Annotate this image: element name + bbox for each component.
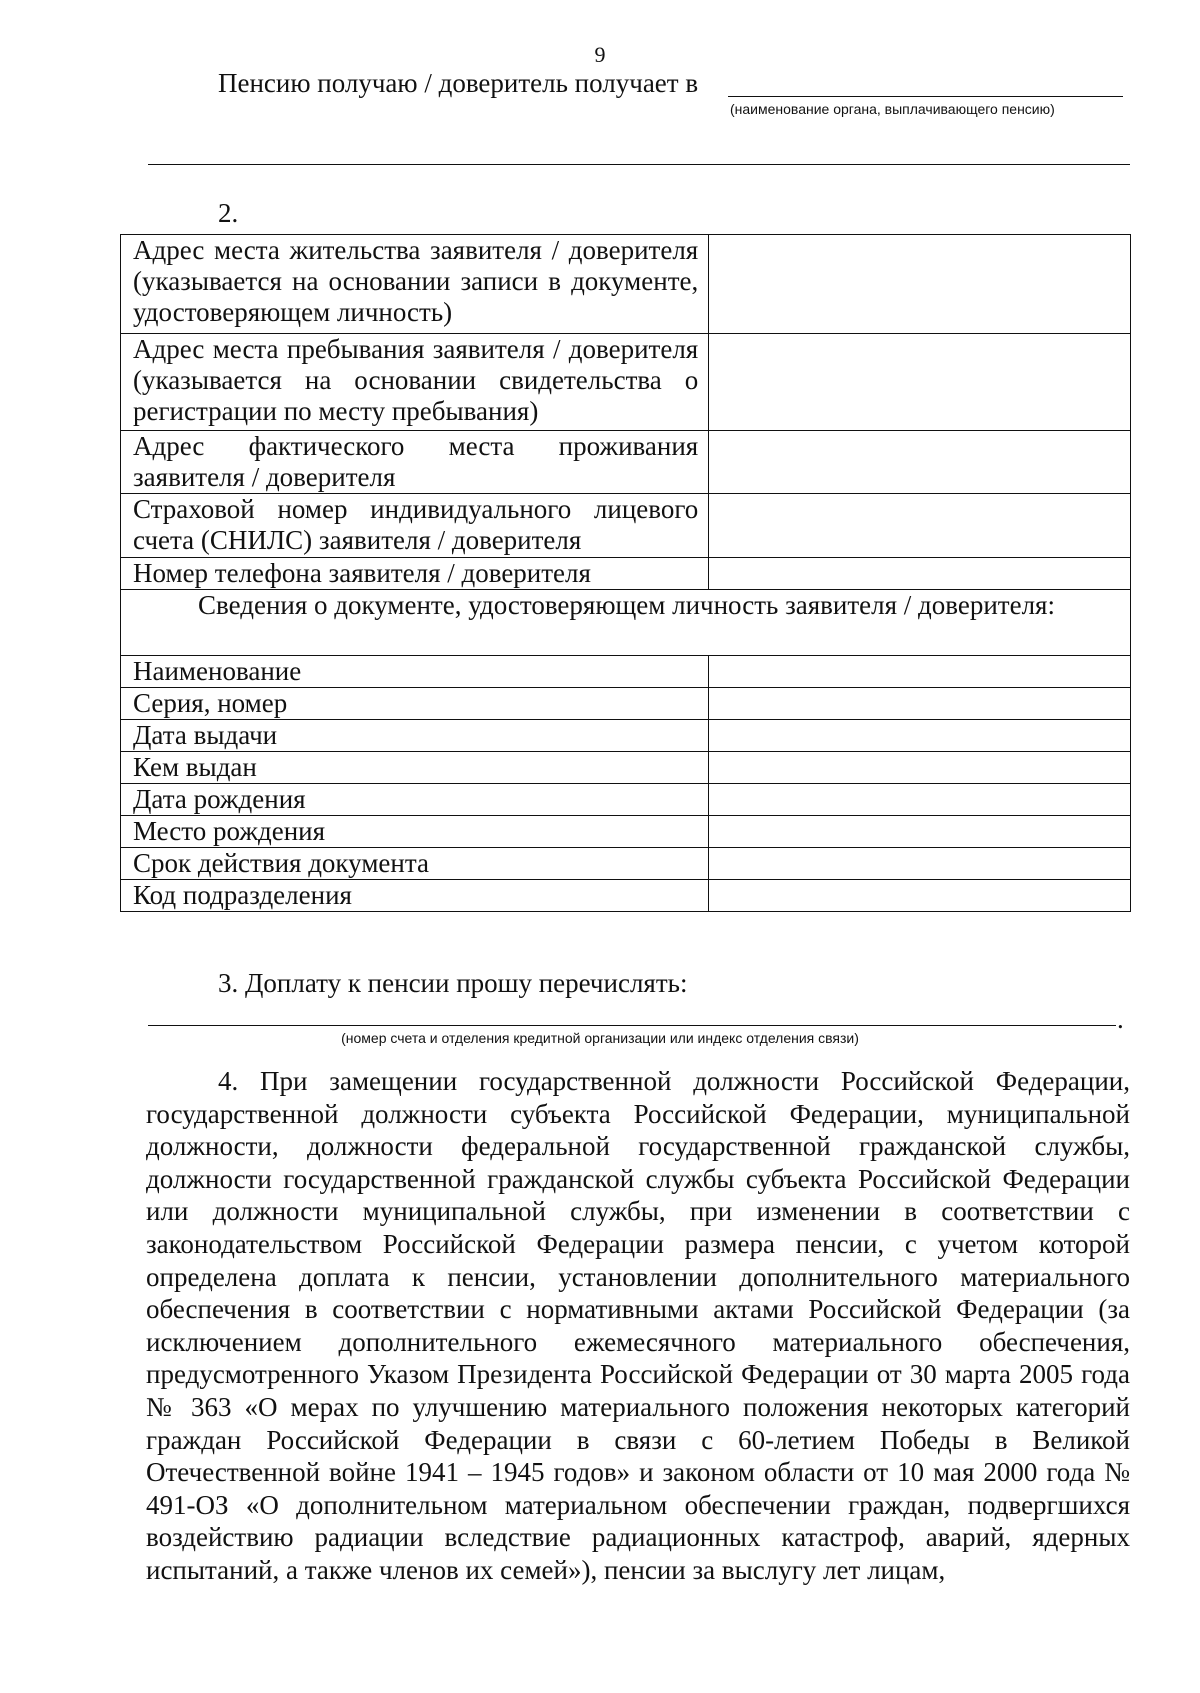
- actual-address-label: Адрес фактического места проживания заявителя / доверителя: [121, 431, 709, 494]
- table-row: [121, 590, 1131, 656]
- table-row: [121, 688, 1131, 720]
- table-row: [121, 816, 1131, 848]
- table-row: [121, 334, 1131, 431]
- snils-value[interactable]: [709, 494, 1131, 558]
- table-row: [121, 720, 1131, 752]
- table-row: [121, 752, 1131, 784]
- birth-date-label: Дата рождения: [121, 784, 709, 816]
- actual-address-value[interactable]: [709, 431, 1131, 494]
- id-validity-value[interactable]: [709, 848, 1131, 880]
- pension-organ-field-continued[interactable]: [148, 164, 1130, 165]
- table-row: [121, 558, 1131, 590]
- bank-account-caption: (номер счета и отделения кредитной организации или индекс отделения связи): [341, 1030, 859, 1046]
- page-number: 9: [594, 42, 606, 67]
- birth-place-label: Место рождения: [121, 816, 709, 848]
- birth-place-value[interactable]: [709, 816, 1131, 848]
- phone-label: Номер телефона заявителя / доверителя: [121, 558, 709, 590]
- pension-organ-field[interactable]: [728, 96, 1123, 97]
- table-row: [121, 656, 1131, 688]
- table-row: [121, 235, 1131, 334]
- applicant-info-table: [120, 234, 1131, 912]
- id-document-heading: Сведения о документе, удостоверяющем личность заявителя / доверителя:: [121, 590, 1131, 656]
- id-series-number-value[interactable]: [709, 688, 1131, 720]
- id-issued-by-value[interactable]: [709, 752, 1131, 784]
- pension-organ-caption: (наименование органа, выплачивающего пенсию): [730, 101, 1055, 117]
- bank-account-line-end: .: [1117, 1004, 1124, 1034]
- stay-address-label: Адрес места пребывания заявителя / доверителя (указывается на основании свидетельства о регистрации по месту пребывания): [121, 334, 709, 431]
- table-row: [121, 431, 1131, 494]
- table-row: [121, 848, 1131, 880]
- birth-date-value[interactable]: [709, 784, 1131, 816]
- division-code-label: Код подразделения: [121, 880, 709, 912]
- table-row: [121, 880, 1131, 912]
- pension-receiver-text: Пенсию получаю / доверитель получает в: [218, 68, 699, 98]
- table-row: [121, 494, 1131, 558]
- id-issue-date-value[interactable]: [709, 720, 1131, 752]
- id-issued-by-label: Кем выдан: [121, 752, 709, 784]
- snils-label: Страховой номер индивидуального лицевого счета (СНИЛС) заявителя / доверителя: [121, 494, 709, 558]
- section-4-paragraph: 4. При замещении государственной должности Российской Федерации, государственной должности субъекта Российской Федерации, муниципальной должности, должности федеральной государственной гражданской службы, должности государственной гражданской службы субъекта Российской Федерации или должности муниципальной службы, при изменении в соответствии с законодательством Российской Федерации размера пенсии, с учетом которой определена доплата к пенсии, установлении дополнительного материального обеспечения в соответствии с нормативными актами Российской Федерации (за исключением дополнительного ежемесячного материального обеспечения, предусмотренного Указом Президента Российской Федерации от 30 марта 2005 года № 363 «О мерах по улучшению материального положения некоторых категорий граждан Российской Федерации в связи с 60-летием Победы в Великой Отечественной войне 1941 – 1945 годов» и законом области от 10 мая 2000 года № 491-ОЗ «О дополнительном материальном обеспечении граждан, подвергшихся воздействию радиации вследствие радиационных катастроф, аварий, ядерных испытаний, а также членов их семей»), пенсии за выслугу лет лицам,: [146, 1066, 1130, 1585]
- division-code-value[interactable]: [709, 880, 1131, 912]
- id-issue-date-label: Дата выдачи: [121, 720, 709, 752]
- bank-account-field[interactable]: [148, 1025, 1116, 1026]
- residence-address-label: Адрес места жительства заявителя / доверителя (указывается на основании записи в документе, удостоверяющем личность): [121, 235, 709, 334]
- table-row: [121, 784, 1131, 816]
- id-series-number-label: Серия, номер: [121, 688, 709, 720]
- residence-address-value[interactable]: [709, 235, 1131, 334]
- id-name-value[interactable]: [709, 656, 1131, 688]
- phone-value[interactable]: [709, 558, 1131, 590]
- id-validity-label: Срок действия документа: [121, 848, 709, 880]
- stay-address-value[interactable]: [709, 334, 1131, 431]
- section-3-text: 3. Доплату к пенсии прошу перечислять:: [218, 968, 688, 998]
- section-2-number: 2.: [218, 198, 239, 228]
- id-name-label: Наименование: [121, 656, 709, 688]
